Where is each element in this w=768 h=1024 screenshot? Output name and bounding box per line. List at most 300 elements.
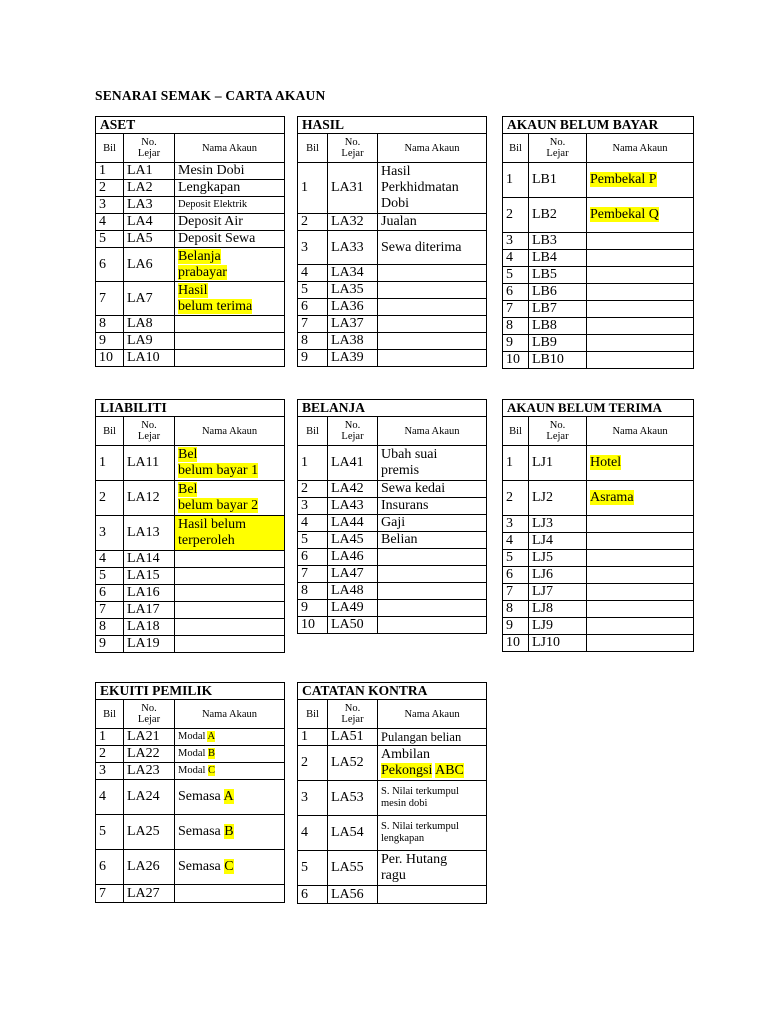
table-cell: 4 (298, 515, 328, 532)
header-bil: Bil (298, 700, 328, 729)
table-row (503, 550, 694, 567)
table-cell: 5 (96, 231, 124, 248)
table-cell: 7 (298, 566, 328, 583)
table-row (96, 180, 285, 197)
header-nama-akaun: Nama Akaun (175, 417, 285, 446)
table-cell: LA32 (328, 214, 378, 231)
header-nama-akaun: Nama Akaun (378, 417, 487, 446)
table-cell: Hasil Perkhidmatan Dobi (378, 163, 487, 214)
table-row (503, 284, 694, 301)
table-cell (378, 350, 487, 367)
header-no-lejar: No. Lejar (328, 134, 378, 163)
table-cell: LA48 (328, 583, 378, 600)
table-row (96, 746, 285, 763)
table-row (298, 231, 487, 265)
header-no-lejar: No. Lejar (124, 417, 175, 446)
table-cell: LA52 (328, 746, 378, 781)
table-row (298, 617, 487, 634)
table-row (96, 333, 285, 350)
table-title-row (503, 117, 694, 134)
table-cell: LJ3 (529, 516, 587, 533)
table-cell (378, 566, 487, 583)
header-nama-akaun: Nama Akaun (378, 700, 487, 729)
table-title: AKAUN BELUM BAYAR (503, 117, 694, 134)
table-row (298, 316, 487, 333)
table-row (96, 729, 285, 746)
table-row (298, 729, 487, 746)
table-cell: LB2 (529, 198, 587, 233)
table-title-row (298, 400, 487, 417)
table-cell: LA38 (328, 333, 378, 350)
table-row (298, 532, 487, 549)
table-cell: Semasa A (175, 780, 285, 815)
table-header-row (96, 700, 285, 729)
table-row (298, 282, 487, 299)
table-cell: Lengkapan (175, 180, 285, 197)
table-row (96, 780, 285, 815)
table-title-row (96, 117, 285, 134)
table-cell: Gaji (378, 515, 487, 532)
table-cell: Pulangan belian (378, 729, 487, 746)
table-cell: 8 (298, 333, 328, 350)
table-cell: 7 (96, 602, 124, 619)
table-cell (378, 600, 487, 617)
table-cell: Mesin Dobi (175, 163, 285, 180)
header-bil: Bil (96, 700, 124, 729)
table-cell (175, 636, 285, 653)
table-cell: LA25 (124, 815, 175, 850)
table-cell (378, 886, 487, 904)
table-header-row (298, 700, 487, 729)
table-cell: 5 (96, 815, 124, 850)
table-cell (587, 250, 694, 267)
table-cell: 4 (96, 214, 124, 231)
table-row (96, 619, 285, 636)
table-cell (587, 567, 694, 584)
table-cell: LA19 (124, 636, 175, 653)
table-title: ASET (96, 117, 285, 134)
table-cell: Insurans (378, 498, 487, 515)
table-cell: 6 (298, 299, 328, 316)
table-header-row (96, 417, 285, 446)
table-cell: 4 (298, 265, 328, 282)
table-cell: 1 (298, 446, 328, 481)
table-cell (175, 568, 285, 585)
table-cell: LA17 (124, 602, 175, 619)
table-cell (378, 549, 487, 566)
table-row (503, 352, 694, 369)
table-title: BELANJA (298, 400, 487, 417)
table-cell: 10 (298, 617, 328, 634)
table-cell: 2 (503, 198, 529, 233)
table-cell: 3 (96, 763, 124, 780)
table-cell: 8 (503, 318, 529, 335)
table-cell: LA43 (328, 498, 378, 515)
table-cell: LJ10 (529, 635, 587, 652)
table-cell: LA11 (124, 446, 175, 481)
table-cell: 1 (503, 163, 529, 198)
table-cell: LB4 (529, 250, 587, 267)
table-row (96, 282, 285, 316)
table-catatan-kontra (297, 682, 487, 904)
table-cell: 1 (298, 163, 328, 214)
table-cell: LJ2 (529, 481, 587, 516)
table-row (298, 816, 487, 851)
table-cell: LA6 (124, 248, 175, 282)
table-row (96, 231, 285, 248)
table-cell: 3 (96, 516, 124, 551)
table-cell: LB5 (529, 267, 587, 284)
header-bil: Bil (503, 417, 529, 446)
table-cell: Sewa kedai (378, 481, 487, 498)
table-row (503, 163, 694, 198)
table-cell: 7 (96, 885, 124, 903)
table-row (503, 233, 694, 250)
table-row (96, 446, 285, 481)
table-aset (95, 116, 285, 367)
table-cell: 4 (96, 780, 124, 815)
header-bil: Bil (96, 134, 124, 163)
header-nama-akaun: Nama Akaun (175, 700, 285, 729)
table-cell (378, 617, 487, 634)
table-row (503, 533, 694, 550)
table-cell (587, 516, 694, 533)
table-cell: 8 (96, 316, 124, 333)
table-row (503, 301, 694, 318)
table-row (96, 248, 285, 282)
table-cell: 1 (96, 729, 124, 746)
table-cell: Per. Hutang ragu (378, 851, 487, 886)
table-cell: LA54 (328, 816, 378, 851)
table-cell: LA9 (124, 333, 175, 350)
table-title: LIABILITI (96, 400, 285, 417)
table-cell: Bel belum bayar 2 (175, 481, 285, 516)
table-row (503, 601, 694, 618)
table-cell: 3 (503, 233, 529, 250)
header-nama-akaun: Nama Akaun (175, 134, 285, 163)
table-row (298, 886, 487, 904)
table-cell: 1 (503, 446, 529, 481)
table-row (298, 781, 487, 816)
table-cell: 3 (298, 231, 328, 265)
table-cell: 4 (503, 533, 529, 550)
table-cell: Bel belum bayar 1 (175, 446, 285, 481)
table-row (298, 265, 487, 282)
table-cell (587, 267, 694, 284)
table-header-row (503, 417, 694, 446)
table-cell (175, 619, 285, 636)
table-cell: Deposit Air (175, 214, 285, 231)
table-cell (378, 299, 487, 316)
table-cell: LA15 (124, 568, 175, 585)
table-cell: Belian (378, 532, 487, 549)
table-cell: 7 (503, 584, 529, 601)
table-row (503, 318, 694, 335)
table-cell: 8 (96, 619, 124, 636)
table-cell: Pembekal P (587, 163, 694, 198)
table-header-row (503, 134, 694, 163)
table-cell: Deposit Sewa (175, 231, 285, 248)
table-cell: LA2 (124, 180, 175, 197)
table-ekuiti-pemilik (95, 682, 285, 903)
table-title: CATATAN KONTRA (298, 683, 487, 700)
table-row (96, 585, 285, 602)
table-header-row (96, 134, 285, 163)
table-cell: LA44 (328, 515, 378, 532)
table-cell: LA56 (328, 886, 378, 904)
table-cell: 4 (96, 551, 124, 568)
table-row (503, 516, 694, 533)
table-cell: 6 (503, 284, 529, 301)
table-row (503, 335, 694, 352)
table-cell: 7 (298, 316, 328, 333)
table-cell (378, 583, 487, 600)
table-cell: LA10 (124, 350, 175, 367)
table-cell: LB10 (529, 352, 587, 369)
table-cell: LB9 (529, 335, 587, 352)
table-cell: LA27 (124, 885, 175, 903)
table-cell: LJ5 (529, 550, 587, 567)
table-cell (175, 602, 285, 619)
table-cell: LA4 (124, 214, 175, 231)
table-cell: Hasil belum terima (175, 282, 285, 316)
table-cell: 6 (298, 886, 328, 904)
header-nama-akaun: Nama Akaun (587, 134, 694, 163)
header-no-lejar: No. Lejar (328, 700, 378, 729)
table-row (96, 551, 285, 568)
table-cell: 8 (298, 583, 328, 600)
table-cell: 3 (503, 516, 529, 533)
table-cell: 4 (298, 816, 328, 851)
table-header-row (298, 134, 487, 163)
table-cell: LA12 (124, 481, 175, 516)
table-cell: 10 (503, 352, 529, 369)
table-title-row (298, 683, 487, 700)
table-cell: 3 (298, 781, 328, 816)
table-cell: LA13 (124, 516, 175, 551)
table-cell: LA22 (124, 746, 175, 763)
table-cell: 5 (503, 267, 529, 284)
table-cell: 2 (96, 481, 124, 516)
table-cell: LA23 (124, 763, 175, 780)
header-no-lejar: No. Lejar (328, 417, 378, 446)
table-cell (175, 333, 285, 350)
table-cell: Belanja prabayar (175, 248, 285, 282)
table-cell: LB3 (529, 233, 587, 250)
table-cell: 1 (298, 729, 328, 746)
table-cell: 9 (96, 333, 124, 350)
table-row (503, 635, 694, 652)
table-cell: Ambilan Pekongsi ABC (378, 746, 487, 781)
table-row (503, 584, 694, 601)
header-no-lejar: No. Lejar (529, 134, 587, 163)
table-cell: 6 (96, 850, 124, 885)
table-cell: 5 (298, 532, 328, 549)
table-cell: LB6 (529, 284, 587, 301)
table-cell: Semasa B (175, 815, 285, 850)
table-cell: 6 (96, 248, 124, 282)
table-cell: LA21 (124, 729, 175, 746)
table-row (298, 600, 487, 617)
table-cell (587, 318, 694, 335)
table-cell: 5 (298, 851, 328, 886)
table-cell (587, 635, 694, 652)
table-cell (175, 885, 285, 903)
table-cell: 9 (298, 600, 328, 617)
table-title-row (96, 400, 285, 417)
table-cell: LA7 (124, 282, 175, 316)
table-cell: LJ1 (529, 446, 587, 481)
table-cell: S. Nilai terkumpul mesin dobi (378, 781, 487, 816)
header-nama-akaun: Nama Akaun (378, 134, 487, 163)
table-cell: LJ9 (529, 618, 587, 635)
table-cell (587, 301, 694, 318)
table-row (503, 250, 694, 267)
table-cell (175, 551, 285, 568)
header-no-lejar: No. Lejar (529, 417, 587, 446)
table-cell: 10 (503, 635, 529, 652)
table-cell: LA47 (328, 566, 378, 583)
table-cell: LB7 (529, 301, 587, 318)
table-cell: LA26 (124, 850, 175, 885)
table-cell: 5 (96, 568, 124, 585)
table-row (298, 481, 487, 498)
table-row (96, 197, 285, 214)
table-cell: Modal C (175, 763, 285, 780)
table-cell: 9 (298, 350, 328, 367)
table-row (96, 763, 285, 780)
table-row (298, 214, 487, 231)
table-cell (587, 533, 694, 550)
table-cell (378, 333, 487, 350)
table-cell (175, 350, 285, 367)
table-title: EKUITI PEMILIK (96, 683, 285, 700)
header-no-lejar: No. Lejar (124, 134, 175, 163)
table-row (96, 602, 285, 619)
table-cell: LA42 (328, 481, 378, 498)
table-cell: LA31 (328, 163, 378, 214)
table-cell: LJ7 (529, 584, 587, 601)
table-cell: 2 (503, 481, 529, 516)
table-row (298, 515, 487, 532)
table-row (96, 214, 285, 231)
table-cell: Sewa diterima (378, 231, 487, 265)
table-cell (587, 618, 694, 635)
table-cell: LA24 (124, 780, 175, 815)
table-row (503, 481, 694, 516)
header-bil: Bil (298, 134, 328, 163)
table-row (298, 350, 487, 367)
table-title-row (298, 117, 487, 134)
table-cell: 2 (298, 746, 328, 781)
table-row (96, 350, 285, 367)
table-row (298, 566, 487, 583)
table-title: AKAUN BELUM TERIMA (503, 400, 694, 417)
table-row (503, 198, 694, 233)
table-cell: LA49 (328, 600, 378, 617)
table-cell (175, 316, 285, 333)
table-cell: 3 (96, 197, 124, 214)
table-cell: Jualan (378, 214, 487, 231)
table-cell: 2 (298, 214, 328, 231)
table-row (298, 333, 487, 350)
header-bil: Bil (96, 417, 124, 446)
table-cell: S. Nilai terkumpul lengkapan (378, 816, 487, 851)
table-cell: LA45 (328, 532, 378, 549)
table-cell: 5 (298, 282, 328, 299)
table-hasil (297, 116, 487, 367)
table-akaun-belum-bayar (502, 116, 694, 369)
table-cell: LA46 (328, 549, 378, 566)
table-cell: LJ6 (529, 567, 587, 584)
table-cell: 8 (503, 601, 529, 618)
table-cell: LA50 (328, 617, 378, 634)
table-cell: LA33 (328, 231, 378, 265)
table-cell: LA3 (124, 197, 175, 214)
table-cell: LA51 (328, 729, 378, 746)
table-cell: LA18 (124, 619, 175, 636)
table-cell: LA1 (124, 163, 175, 180)
table-cell: LA35 (328, 282, 378, 299)
table-cell: Semasa C (175, 850, 285, 885)
header-bil: Bil (503, 134, 529, 163)
table-cell (587, 584, 694, 601)
table-cell: LA53 (328, 781, 378, 816)
table-row (503, 446, 694, 481)
table-cell: 10 (96, 350, 124, 367)
table-row (298, 851, 487, 886)
table-cell: LA55 (328, 851, 378, 886)
table-cell: LA41 (328, 446, 378, 481)
table-title: HASIL (298, 117, 487, 134)
table-cell: Deposit Elektrik (175, 197, 285, 214)
table-cell: 5 (503, 550, 529, 567)
table-cell: 7 (96, 282, 124, 316)
table-cell: 9 (96, 636, 124, 653)
table-row (298, 163, 487, 214)
table-cell: LA14 (124, 551, 175, 568)
table-cell: LB1 (529, 163, 587, 198)
table-cell (587, 284, 694, 301)
header-bil: Bil (298, 417, 328, 446)
table-cell: LA8 (124, 316, 175, 333)
table-row (96, 568, 285, 585)
table-cell: Modal A (175, 729, 285, 746)
table-row (96, 516, 285, 551)
table-cell (378, 265, 487, 282)
table-cell (378, 282, 487, 299)
table-title-row (96, 683, 285, 700)
header-nama-akaun: Nama Akaun (587, 417, 694, 446)
table-cell: LA34 (328, 265, 378, 282)
table-cell: Ubah suai premis (378, 446, 487, 481)
table-row (298, 746, 487, 781)
table-row (96, 815, 285, 850)
table-row (96, 481, 285, 516)
table-row (298, 299, 487, 316)
table-belanja (297, 399, 487, 634)
table-cell (587, 352, 694, 369)
table-cell (587, 601, 694, 618)
table-cell: 9 (503, 335, 529, 352)
table-cell: 6 (298, 549, 328, 566)
table-cell (175, 585, 285, 602)
table-cell: LA5 (124, 231, 175, 248)
table-cell: 1 (96, 446, 124, 481)
table-header-row (298, 417, 487, 446)
table-cell: Hasil belum terperoleh (175, 516, 285, 551)
table-cell: 2 (96, 746, 124, 763)
